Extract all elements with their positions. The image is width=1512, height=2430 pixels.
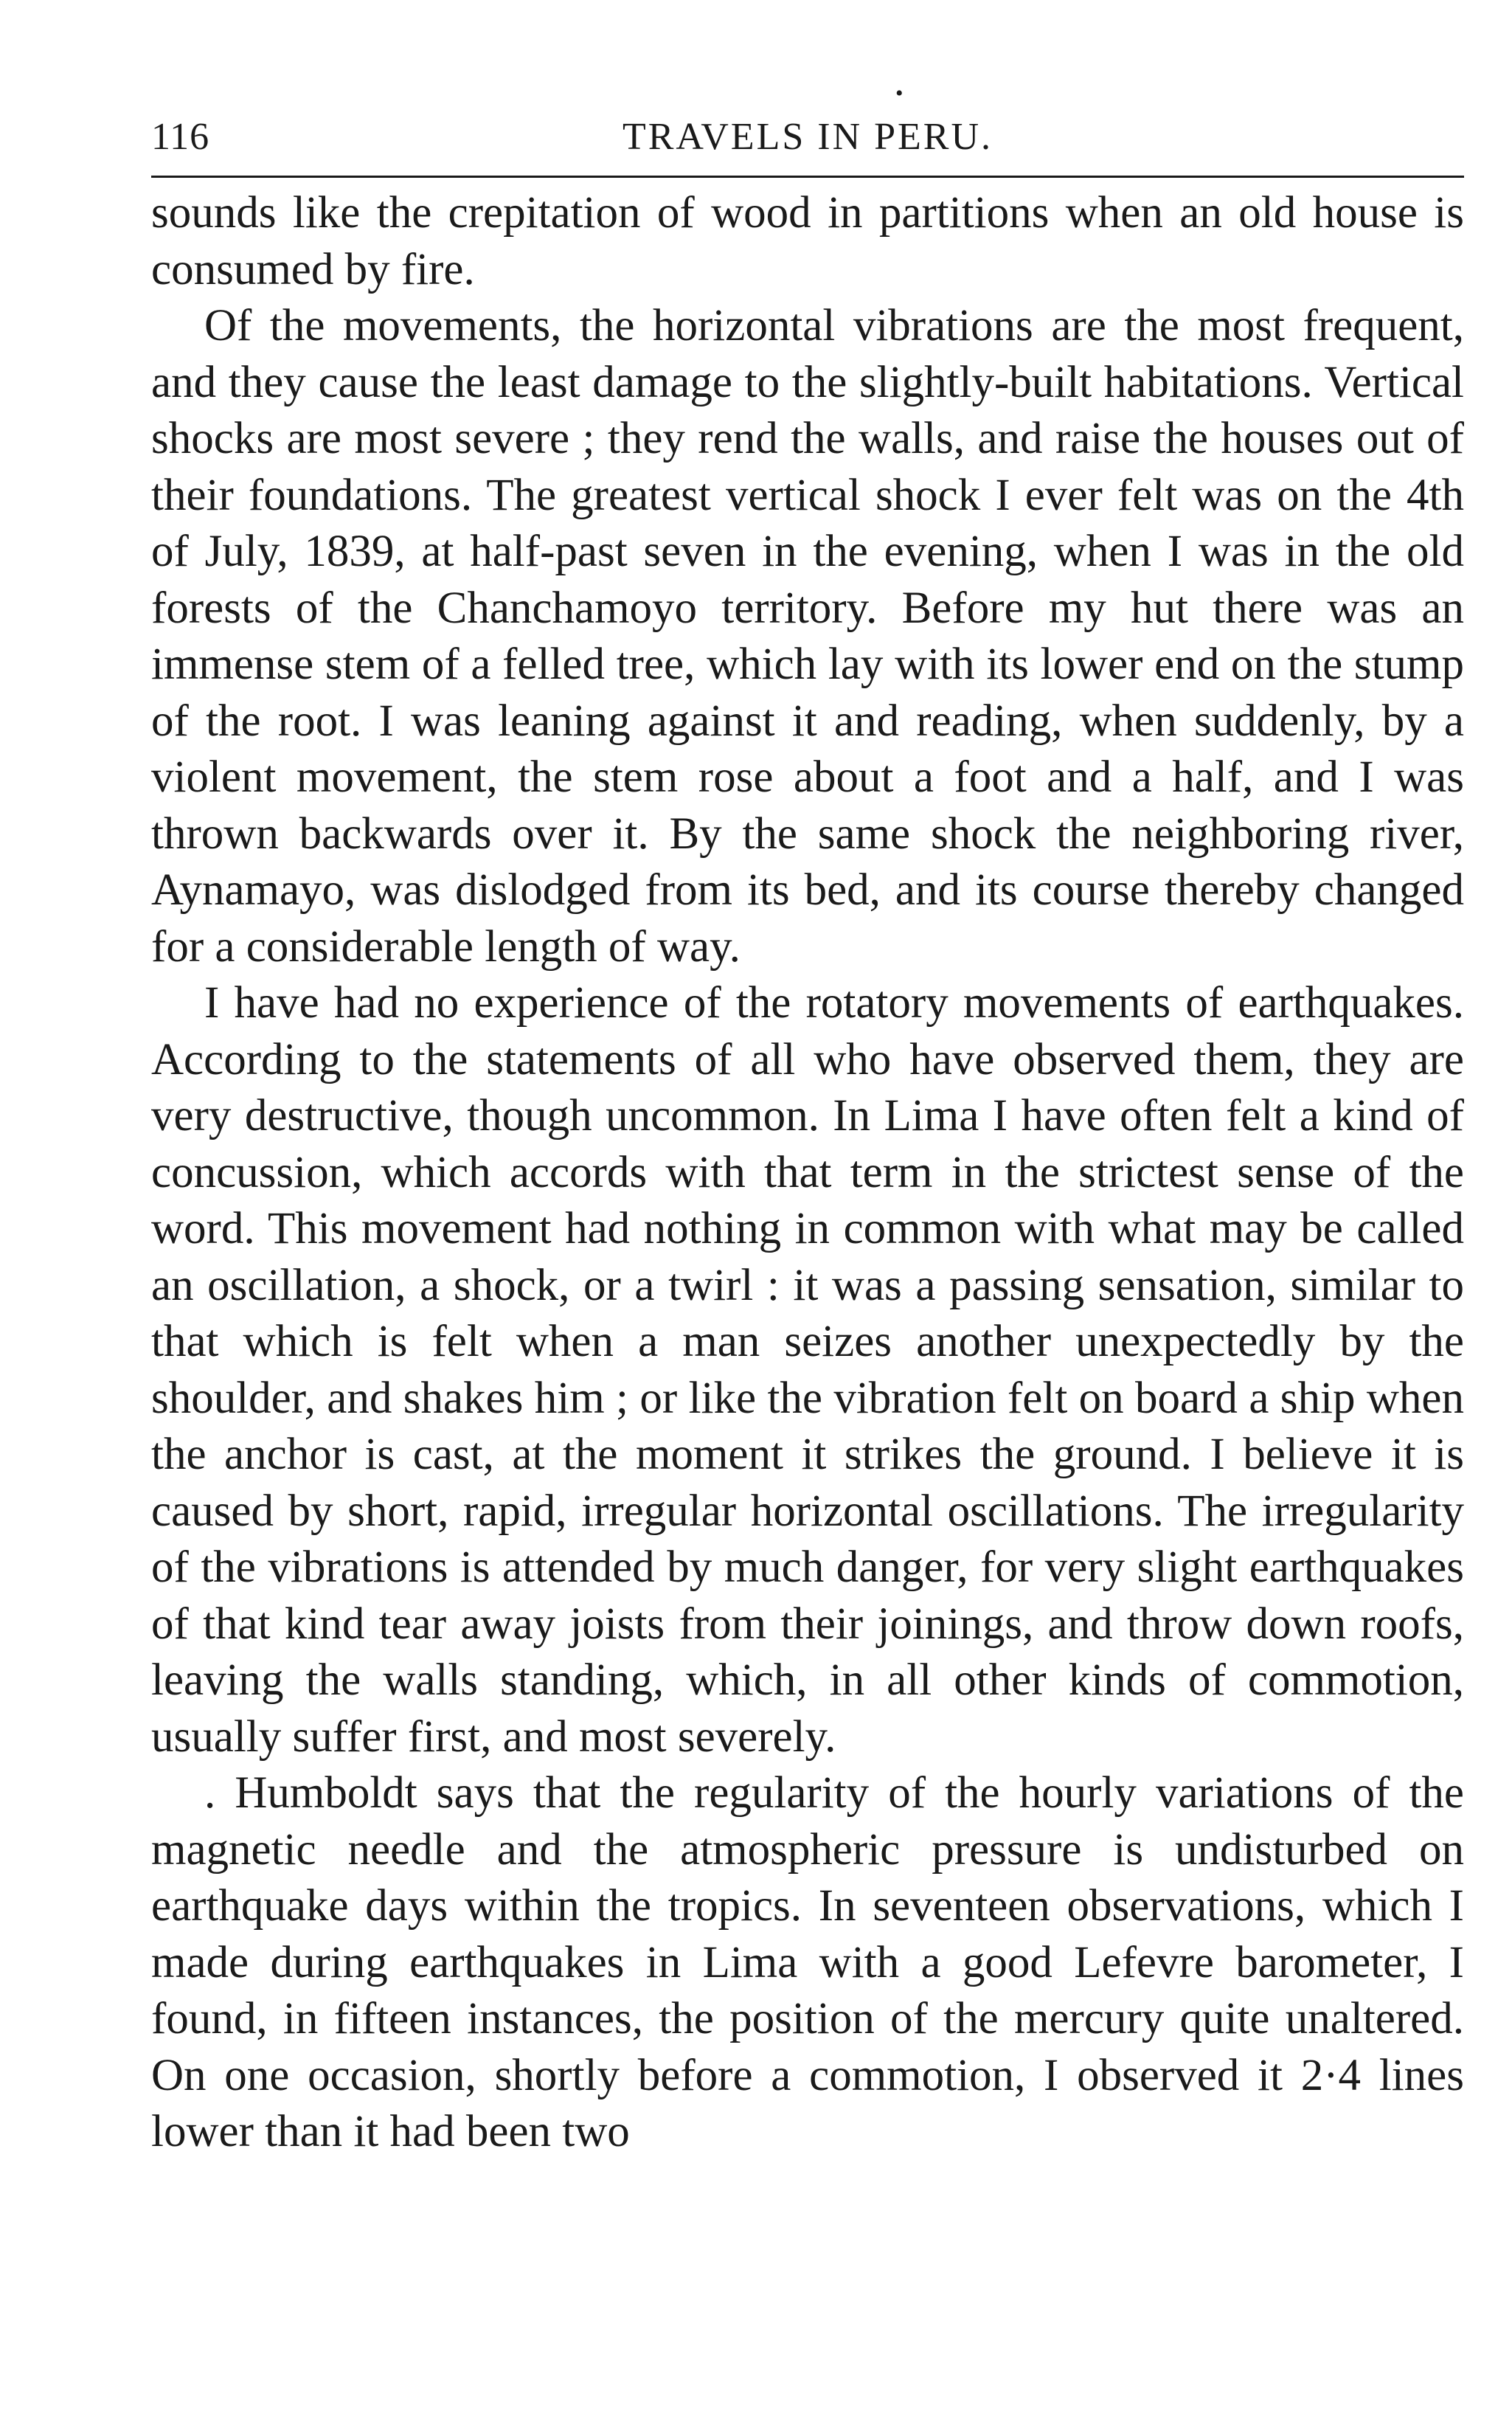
body-text bbox=[151, 185, 1464, 2161]
page-header bbox=[151, 81, 1464, 164]
book-page bbox=[151, 81, 1464, 2161]
header-rule bbox=[151, 176, 1464, 178]
paragraph-continued: sounds like the crepitation of wood in partitions when an old house is consumed by fire. bbox=[151, 188, 1464, 294]
running-title: TRAVELS IN PERU. bbox=[622, 116, 993, 158]
paragraph-humboldt: . Humboldt says that the regularity of the hourly variations of the magnetic needle and the atmospheric pressure is undisturbed on earthquake days within the tropics. In seventeen observations, which I made during earthquakes in Lima with a good Lefevre barometer, I found, in fifteen instances, the position of the mercury quite unaltered. On one occasion, shortly before a commotion, I observed it 2·4 lines lower than it had been two bbox=[151, 1768, 1464, 2156]
printer-mark: • bbox=[895, 81, 904, 105]
page-number: 116 bbox=[151, 116, 210, 158]
paragraph-movements: Of the movements, the horizontal vibrations are the most frequent, and they cause the least damage to the slightly-built habitations. Vertical shocks are most severe ; they rend the walls, and raise the houses out of their foundations. The greatest vertical shock I ever felt was on the 4th of July, 1839, at half-past seven in the evening, when I was in the old forests of the Chanchamoyo territory. Before my hut there was an immense stem of a felled tree, which lay with its lower end on the stump of the root. I was leaning against it and reading, when suddenly, by a violent movement, the stem rose about a foot and a half, and I was thrown backwards over it. By the same shock the neighboring river, Aynamayo, was dislodged from its bed, and its course thereby changed for a considerable length of way. bbox=[151, 301, 1464, 972]
paragraph-rotatory: I have had no experience of the rotatory movements of earthquakes. According to the statements of all who have observed them, they are very destructive, though uncommon. In Lima I have often felt a kind of concussion, which accords with that term in the strictest sense of the word. This movement had nothing in common with what may be called an oscillation, a shock, or a twirl : it was a passing sensation, similar to that which is felt when a man seizes another unexpectedly by the shoulder, and shakes him ; or like the vibration felt on board a ship when the anchor is cast, at the moment it strikes the ground. I believe it is caused by short, rapid, irregular horizontal oscillations. The irregularity of the vibrations is attended by much danger, for very slight earthquakes of that kind tear away joists from their joinings, and throw down roofs, leaving the walls standing, which, in all other kinds of commotion, usually suffer first, and most severely. bbox=[151, 978, 1464, 1762]
